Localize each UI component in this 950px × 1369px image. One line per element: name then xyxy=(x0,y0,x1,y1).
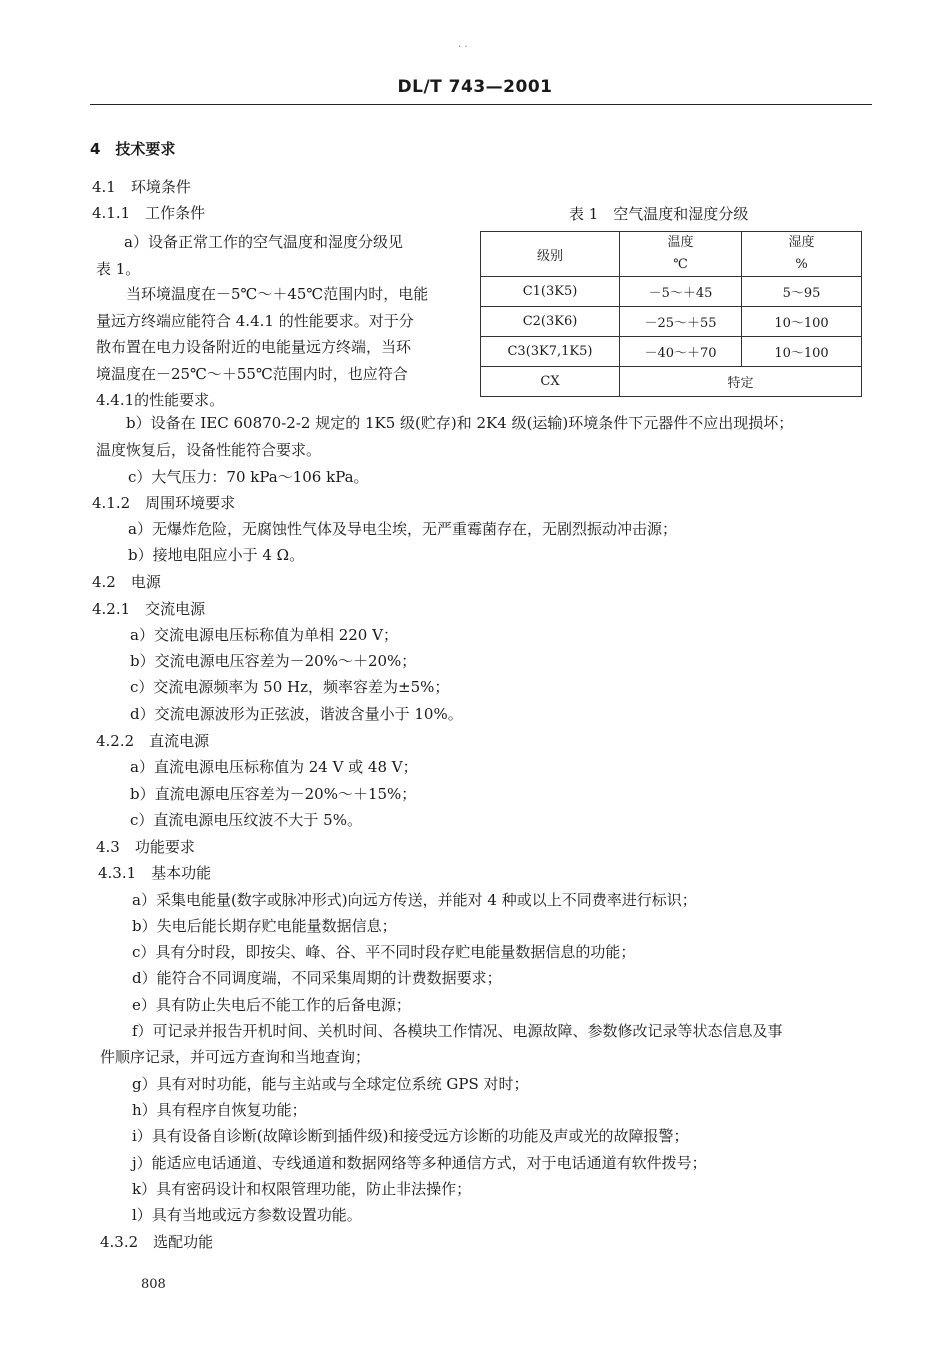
table-1-caption: 表 1 空气温度和湿度分级 xyxy=(569,205,749,223)
item-4-2-1-c: c）交流电源频率为 50 Hz，频率容差为±5%； xyxy=(130,678,450,696)
line: 温度恢复后，设备性能符合要求。 xyxy=(96,440,322,459)
header-humidity xyxy=(742,232,862,277)
cell-grade: CX xyxy=(481,367,620,397)
item-4-3-1-a: a）采集电能量(数字或脉冲形式)向远方传送，并能对 4 种或以上不同费率进行标识； xyxy=(132,891,697,909)
cell-grade: C1(3K5) xyxy=(481,277,620,307)
section-4-1-2-title: 4.1.2 周围环境要求 xyxy=(92,494,236,512)
item-4-3-1-h: h）具有程序自恢复功能； xyxy=(132,1101,307,1119)
header-grade: 级别 xyxy=(481,232,620,277)
table-1-temp-humidity xyxy=(480,231,862,397)
item-4-3-1-f-cont: 件顺序记录，并可远方查询和当地查询； xyxy=(100,1048,371,1066)
header-humidity-unit: % xyxy=(795,257,808,272)
cell-grade: C2(3K6) xyxy=(481,307,620,337)
table-row xyxy=(481,277,862,307)
cell-temperature: －25～＋55 xyxy=(620,307,742,337)
item-4-3-1-j: j）能适应电话通道、专线通道和数据网络等多种通信方式，对于电话通道有软件拨号； xyxy=(132,1154,707,1172)
item-4-3-1-d: d）能符合不同调度端，不同采集周期的计费数据要求； xyxy=(132,969,502,987)
cell-humidity: 5～95 xyxy=(742,277,862,307)
section-4-title: 4 技术要求 xyxy=(90,140,176,158)
paragraph-temperature-range xyxy=(96,281,428,414)
section-4-2-title: 4.2 电源 xyxy=(92,573,161,591)
item-4-3-1-c: c）具有分时段，即按尖、峰、谷、平不同时段存贮电能量数据信息的功能； xyxy=(132,943,636,961)
section-4-2-1-title: 4.2.1 交流电源 xyxy=(92,600,206,618)
cell-cx-value: 特定 xyxy=(620,367,862,397)
cell-humidity: 10～100 xyxy=(742,337,862,367)
page-number: 808 xyxy=(141,1277,166,1292)
item-4-1-1-b xyxy=(96,410,793,463)
section-4-1-title: 4.1 环境条件 xyxy=(92,178,191,196)
line: 量远方终端应能符合 4.4.1 的性能要求。对于分 xyxy=(96,311,414,330)
item-4-2-1-a: a）交流电源电压标称值为单相 220 V； xyxy=(130,626,398,644)
table-header-row xyxy=(481,232,862,277)
line: a）设备正常工作的空气温度和湿度分级见 xyxy=(124,233,403,251)
line: 表 1。 xyxy=(96,259,141,278)
item-4-3-1-e: e）具有防止失电后不能工作的后备电源； xyxy=(132,996,411,1014)
section-4-3-1-title: 4.3.1 基本功能 xyxy=(98,864,212,882)
line: 散布置在电力设备附近的电能量远方终端，当环 xyxy=(96,338,412,356)
section-4-1-1-title: 4.1.1 工作条件 xyxy=(92,204,206,222)
section-4-3-2-title: 4.3.2 选配功能 xyxy=(100,1233,214,1251)
item-4-3-1-k: k）具有密码设计和权限管理功能，防止非法操作； xyxy=(132,1180,472,1198)
page-header-standard-code: DL/T 743—2001 xyxy=(397,77,553,97)
line: b）设备在 IEC 60870-2-2 规定的 1K5 级(贮存)和 2K4 级(运输)环境条件下元器件不应出现损坏； xyxy=(126,414,794,432)
line: 4.4.1的性能要求。 xyxy=(96,391,225,409)
line: 境温度在－25℃～＋55℃范围内时，也应符合 xyxy=(96,364,408,383)
section-4-3-title: 4.3 功能要求 xyxy=(96,838,195,856)
header-rule xyxy=(90,104,872,105)
item-4-1-1-c: c）大气压力：70 kPa～106 kPa。 xyxy=(128,468,369,486)
item-4-2-2-b: b）直流电源电压容差为－20%～＋15%； xyxy=(130,785,417,803)
header-temperature-label: 温度 xyxy=(667,235,694,250)
table-row xyxy=(481,367,862,397)
line: 当环境温度在－5℃～＋45℃范围内时，电能 xyxy=(126,285,429,303)
item-4-2-2-c: c）直流电源电压纹波不大于 5%。 xyxy=(130,811,362,829)
item-4-3-1-f: f）可记录并报告开机时间、关机时间、各模块工作情况、电源故障、参数修改记录等状态信息及事 xyxy=(132,1022,783,1040)
cell-humidity: 10～100 xyxy=(742,307,862,337)
table-row xyxy=(481,337,862,367)
item-4-3-1-b: b）失电后能长期存贮电能量数据信息； xyxy=(132,917,397,935)
cell-grade: C3(3K7,1K5) xyxy=(481,337,620,367)
cell-temperature: －5～＋45 xyxy=(620,277,742,307)
header-temperature-unit: ℃ xyxy=(673,257,688,272)
item-4-2-2-a: a）直流电源电压标称值为 24 V 或 48 V； xyxy=(130,758,418,776)
item-4-1-1-a xyxy=(96,229,403,282)
item-4-1-2-b: b）接地电阻应小于 4 Ω。 xyxy=(128,546,305,564)
cell-temperature: －40～＋70 xyxy=(620,337,742,367)
item-4-2-1-b: b）交流电源电压容差为－20%～＋20%； xyxy=(130,652,417,670)
item-4-3-1-g: g）具有对时功能，能与主站或与全球定位系统 GPS 对时； xyxy=(132,1075,529,1093)
item-4-3-1-l: l）具有当地或远方参数设置功能。 xyxy=(132,1206,362,1224)
header-humidity-label: 湿度 xyxy=(788,235,815,250)
section-4-2-2-title: 4.2.2 直流电源 xyxy=(96,732,210,750)
item-4-3-1-i: i）具有设备自诊断(故障诊断到插件级)和接受远方诊断的功能及声或光的故障报警； xyxy=(132,1127,689,1145)
scan-speck: · · xyxy=(458,42,468,53)
table-row xyxy=(481,307,862,337)
item-4-2-1-d: d）交流电源波形为正弦波，谐波含量小于 10%。 xyxy=(130,705,463,723)
header-temperature xyxy=(620,232,742,277)
item-4-1-2-a: a）无爆炸危险，无腐蚀性气体及导电尘埃，无严重霉菌存在，无剧烈振动冲击源； xyxy=(128,520,677,538)
